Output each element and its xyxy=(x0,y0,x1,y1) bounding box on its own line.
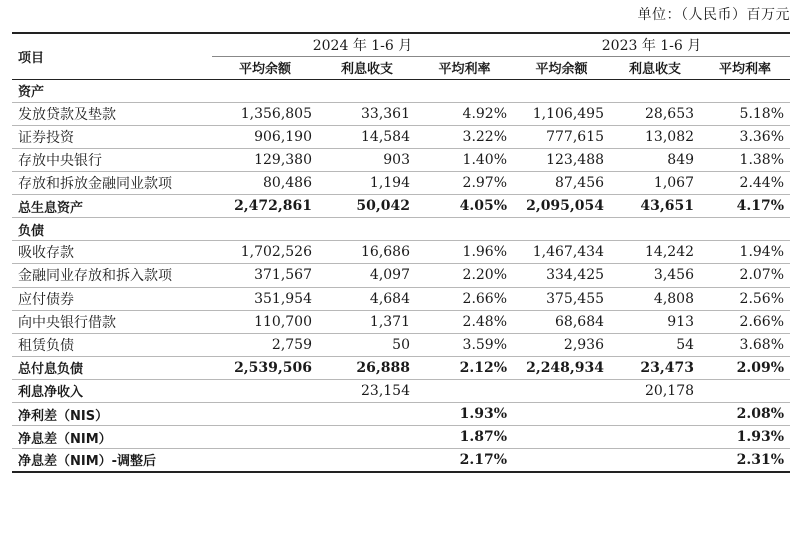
cell-rate-2023: 1.93% xyxy=(700,426,790,449)
col-avg-balance-2023: 平均余额 xyxy=(513,56,610,79)
table-row xyxy=(12,333,790,356)
table-row xyxy=(12,148,790,171)
section-label: 负债 xyxy=(12,218,790,241)
col-avg-balance-2024: 平均余额 xyxy=(212,56,318,79)
cell-rate-2024: 2.17% xyxy=(416,449,513,472)
cell-interest-2024: 4,097 xyxy=(318,264,416,287)
cell-balance-2023: 2,095,054 xyxy=(513,195,610,218)
table-row xyxy=(12,287,790,310)
cell-interest-2023: 13,082 xyxy=(610,125,700,148)
cell-rate-2024 xyxy=(416,379,513,402)
cell-rate-2024: 3.59% xyxy=(416,333,513,356)
cell-balance-2023: 2,936 xyxy=(513,333,610,356)
cell-balance-2023 xyxy=(513,449,610,472)
table-row-nis xyxy=(12,403,790,426)
cell-interest-2023: 43,651 xyxy=(610,195,700,218)
item-column-header: 项目 xyxy=(12,33,212,79)
cell-balance-2024: 1,356,805 xyxy=(212,102,318,125)
cell-balance-2023: 1,467,434 xyxy=(513,241,610,264)
row-label: 净息差（NIM） xyxy=(12,426,212,449)
cell-interest-2024: 903 xyxy=(318,148,416,171)
period-2023-header: 2023 年 1-6 月 xyxy=(513,33,790,56)
cell-interest-2023: 913 xyxy=(610,310,700,333)
cell-balance-2023: 87,456 xyxy=(513,172,610,195)
table-row-total-assets xyxy=(12,195,790,218)
table-row xyxy=(12,172,790,195)
cell-balance-2024 xyxy=(212,403,318,426)
row-label: 总付息负债 xyxy=(12,356,212,379)
cell-rate-2024: 4.05% xyxy=(416,195,513,218)
cell-interest-2024: 50 xyxy=(318,333,416,356)
cell-balance-2024: 80,486 xyxy=(212,172,318,195)
row-label: 存放中央银行 xyxy=(12,148,212,171)
cell-balance-2024: 110,700 xyxy=(212,310,318,333)
cell-balance-2024: 351,954 xyxy=(212,287,318,310)
cell-interest-2024 xyxy=(318,426,416,449)
row-label: 净息差（NIM）-调整后 xyxy=(12,449,212,472)
cell-interest-2024: 16,686 xyxy=(318,241,416,264)
cell-rate-2024: 1.87% xyxy=(416,426,513,449)
cell-balance-2024: 2,472,861 xyxy=(212,195,318,218)
cell-rate-2023: 2.31% xyxy=(700,449,790,472)
cell-interest-2023 xyxy=(610,449,700,472)
cell-rate-2023 xyxy=(700,379,790,402)
cell-interest-2024: 23,154 xyxy=(318,379,416,402)
cell-rate-2023: 5.18% xyxy=(700,102,790,125)
cell-interest-2023: 3,456 xyxy=(610,264,700,287)
cell-interest-2024: 50,042 xyxy=(318,195,416,218)
cell-interest-2024 xyxy=(318,449,416,472)
row-label: 吸收存款 xyxy=(12,241,212,264)
table-row-net-interest-income xyxy=(12,379,790,402)
table-row xyxy=(12,264,790,287)
table-row xyxy=(12,241,790,264)
col-avg-rate-2023: 平均利率 xyxy=(700,56,790,79)
cell-interest-2023: 23,473 xyxy=(610,356,700,379)
table-row-nim xyxy=(12,426,790,449)
cell-rate-2024: 2.48% xyxy=(416,310,513,333)
cell-balance-2024: 129,380 xyxy=(212,148,318,171)
table-row xyxy=(12,102,790,125)
cell-balance-2024: 2,759 xyxy=(212,333,318,356)
cell-rate-2024: 3.22% xyxy=(416,125,513,148)
table-row-total-liabilities xyxy=(12,356,790,379)
cell-rate-2023: 1.38% xyxy=(700,148,790,171)
cell-interest-2024: 14,584 xyxy=(318,125,416,148)
cell-balance-2023: 123,488 xyxy=(513,148,610,171)
row-label: 证券投资 xyxy=(12,125,212,148)
row-label: 租赁负债 xyxy=(12,333,212,356)
cell-balance-2023 xyxy=(513,379,610,402)
cell-rate-2023: 1.94% xyxy=(700,241,790,264)
cell-balance-2024: 906,190 xyxy=(212,125,318,148)
cell-balance-2023: 334,425 xyxy=(513,264,610,287)
row-label: 总生息资产 xyxy=(12,195,212,218)
cell-rate-2024: 1.93% xyxy=(416,403,513,426)
cell-rate-2023: 2.66% xyxy=(700,310,790,333)
table-row xyxy=(12,125,790,148)
cell-balance-2024: 371,567 xyxy=(212,264,318,287)
table-row xyxy=(12,310,790,333)
cell-rate-2023: 3.68% xyxy=(700,333,790,356)
cell-interest-2023: 849 xyxy=(610,148,700,171)
cell-balance-2023: 1,106,495 xyxy=(513,102,610,125)
cell-rate-2023: 4.17% xyxy=(700,195,790,218)
cell-interest-2024 xyxy=(318,403,416,426)
section-liabilities xyxy=(12,218,790,241)
row-label: 利息净收入 xyxy=(12,379,212,402)
cell-balance-2023 xyxy=(513,426,610,449)
cell-rate-2024: 4.92% xyxy=(416,102,513,125)
row-label: 发放贷款及垫款 xyxy=(12,102,212,125)
col-interest-2023: 利息收支 xyxy=(610,56,700,79)
cell-interest-2024: 1,371 xyxy=(318,310,416,333)
cell-interest-2023: 1,067 xyxy=(610,172,700,195)
cell-rate-2023: 2.56% xyxy=(700,287,790,310)
cell-interest-2023: 20,178 xyxy=(610,379,700,402)
cell-interest-2023: 4,808 xyxy=(610,287,700,310)
cell-rate-2024: 2.12% xyxy=(416,356,513,379)
cell-balance-2024 xyxy=(212,379,318,402)
row-label: 应付债券 xyxy=(12,287,212,310)
cell-interest-2023: 54 xyxy=(610,333,700,356)
cell-interest-2024: 4,684 xyxy=(318,287,416,310)
cell-interest-2023: 14,242 xyxy=(610,241,700,264)
section-assets xyxy=(12,79,790,102)
cell-rate-2023: 2.07% xyxy=(700,264,790,287)
cell-balance-2023: 2,248,934 xyxy=(513,356,610,379)
cell-rate-2024: 1.96% xyxy=(416,241,513,264)
cell-rate-2023: 2.44% xyxy=(700,172,790,195)
cell-balance-2024: 1,702,526 xyxy=(212,241,318,264)
section-label: 资产 xyxy=(12,79,790,102)
cell-rate-2024: 2.20% xyxy=(416,264,513,287)
cell-balance-2024 xyxy=(212,449,318,472)
cell-interest-2024: 1,194 xyxy=(318,172,416,195)
unit-note: 单位：（人民币）百万元 xyxy=(637,7,790,23)
cell-rate-2023: 2.09% xyxy=(700,356,790,379)
cell-balance-2023: 777,615 xyxy=(513,125,610,148)
cell-rate-2023: 2.08% xyxy=(700,403,790,426)
period-2024-header: 2024 年 1-6 月 xyxy=(212,33,513,56)
cell-rate-2024: 2.66% xyxy=(416,287,513,310)
cell-balance-2023 xyxy=(513,403,610,426)
cell-interest-2024: 26,888 xyxy=(318,356,416,379)
cell-balance-2024: 2,539,506 xyxy=(212,356,318,379)
col-avg-rate-2024: 平均利率 xyxy=(416,56,513,79)
interest-table xyxy=(12,32,790,473)
col-interest-2024: 利息收支 xyxy=(318,56,416,79)
row-label: 金融同业存放和拆入款项 xyxy=(12,264,212,287)
cell-interest-2024: 33,361 xyxy=(318,102,416,125)
cell-rate-2024: 1.40% xyxy=(416,148,513,171)
cell-interest-2023 xyxy=(610,403,700,426)
cell-rate-2023: 3.36% xyxy=(700,125,790,148)
row-label: 净利差（NIS） xyxy=(12,403,212,426)
cell-interest-2023: 28,653 xyxy=(610,102,700,125)
table-row-nim-adjusted xyxy=(12,449,790,472)
cell-balance-2023: 68,684 xyxy=(513,310,610,333)
row-label: 向中央银行借款 xyxy=(12,310,212,333)
row-label: 存放和拆放金融同业款项 xyxy=(12,172,212,195)
cell-interest-2023 xyxy=(610,426,700,449)
cell-rate-2024: 2.97% xyxy=(416,172,513,195)
header-row-periods xyxy=(12,33,790,56)
cell-balance-2023: 375,455 xyxy=(513,287,610,310)
cell-balance-2024 xyxy=(212,426,318,449)
